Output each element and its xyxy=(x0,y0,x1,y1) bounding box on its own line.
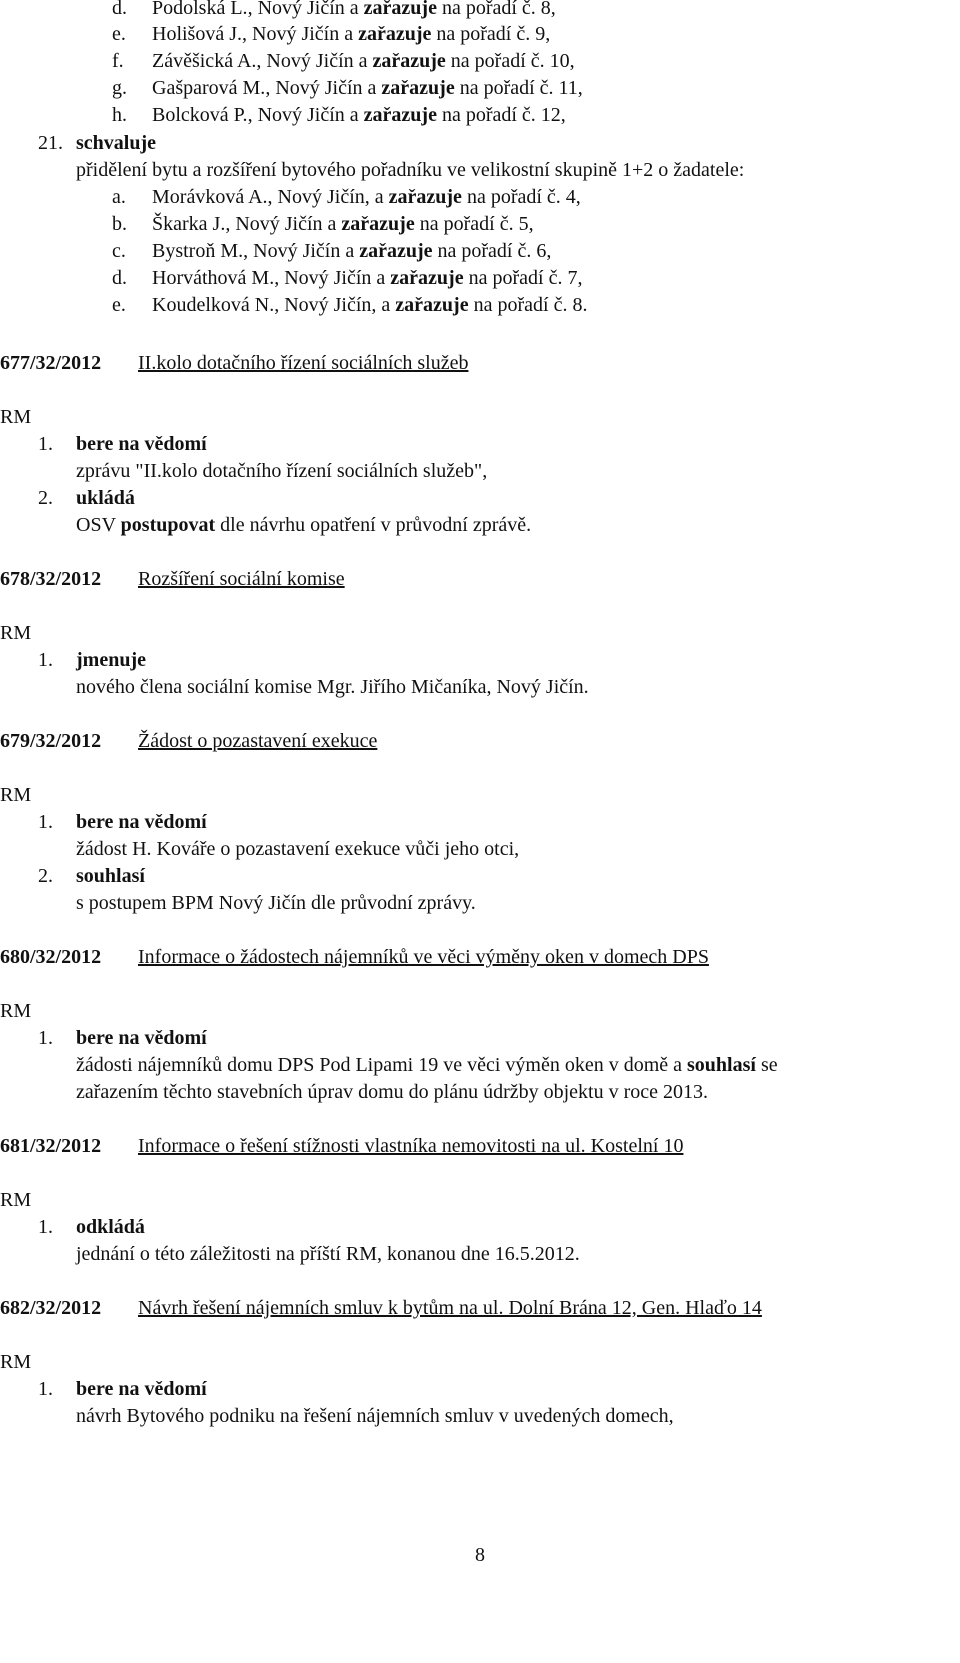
item-21-heading: 21. schvaluje xyxy=(38,132,156,154)
resolution-item: 1. jmenuje xyxy=(38,649,146,671)
rm-label: RM xyxy=(0,1000,32,1022)
list-item: g. Gašparová M., Nový Jičín a zařazuje na pořadí č. 11, xyxy=(112,77,583,99)
list-item: c. Bystroň M., Nový Jičín a zařazuje na pořadí č. 6, xyxy=(112,240,552,262)
resolution-heading-677: 677/32/2012 II.kolo dotačního řízení sociálních služeb xyxy=(0,352,469,374)
item-21-text: přidělení bytu a rozšíření bytového pořadníku ve velikostní skupině 1+2 o žadatele: xyxy=(76,159,745,181)
rm-label: RM xyxy=(0,1351,32,1373)
list-item: d. Podolská L., Nový Jičín a zařazuje na pořadí č. 8, xyxy=(112,0,556,19)
rm-label: RM xyxy=(0,406,32,428)
list-item: a. Morávková A., Nový Jičín, a zařazuje na pořadí č. 4, xyxy=(112,186,581,208)
resolution-item-text: žádosti nájemníků domu DPS Pod Lipami 19 ve věci výměn oken v domě a souhlasí se xyxy=(76,1054,778,1076)
resolution-item: 1. bere na vědomí xyxy=(38,433,207,455)
rm-label: RM xyxy=(0,784,32,806)
list-item: e. Holišová J., Nový Jičín a zařazuje na pořadí č. 9, xyxy=(112,23,551,45)
resolution-item: 2. ukládá xyxy=(38,487,135,509)
list-item: h. Bolcková P., Nový Jičín a zařazuje na pořadí č. 12, xyxy=(112,104,566,126)
list-item: b. Škarka J., Nový Jičín a zařazuje na pořadí č. 5, xyxy=(112,213,534,235)
resolution-item: 1. bere na vědomí xyxy=(38,811,207,833)
resolution-item-text: zařazením těchto stavebních úprav domu do plánu údržby objektu v roce 2013. xyxy=(76,1081,709,1103)
rm-label: RM xyxy=(0,1189,32,1211)
resolution-item-text: návrh Bytového podniku na řešení nájemních smluv v uvedených domech, xyxy=(76,1405,674,1427)
resolution-heading-680: 680/32/2012 Informace o žádostech nájemníků ve věci výměny oken v domech DPS xyxy=(0,946,709,968)
resolution-item: 1. bere na vědomí xyxy=(38,1027,207,1049)
resolution-item-text: nového člena sociální komise Mgr. Jiřího Mičaníka, Nový Jičín. xyxy=(76,676,589,698)
list-item: f. Závěšická A., Nový Jičín a zařazuje na pořadí č. 10, xyxy=(112,50,575,72)
resolution-item: 1. bere na vědomí xyxy=(38,1378,207,1400)
resolution-item-text: žádost H. Kováře o pozastavení exekuce vůči jeho otci, xyxy=(76,838,520,860)
resolution-heading-678: 678/32/2012 Rozšíření sociální komise xyxy=(0,568,345,590)
resolution-item-text: s postupem BPM Nový Jičín dle průvodní zprávy. xyxy=(76,892,476,914)
list-item: d. Horváthová M., Nový Jičín a zařazuje na pořadí č. 7, xyxy=(112,267,583,289)
rm-label: RM xyxy=(0,622,32,644)
resolution-heading-682: 682/32/2012 Návrh řešení nájemních smluv k bytům na ul. Dolní Brána 12, Gen. Hlaďo 14 xyxy=(0,1297,762,1319)
list-item: e. Koudelková N., Nový Jičín, a zařazuje na pořadí č. 8. xyxy=(112,294,588,316)
resolution-item-text: jednání o této záležitosti na příští RM, konanou dne 16.5.2012. xyxy=(76,1243,580,1265)
page-number: 8 xyxy=(475,1544,485,1566)
resolution-item-text: zprávu "II.kolo dotačního řízení sociálních služeb", xyxy=(76,460,488,482)
resolution-heading-679: 679/32/2012 Žádost o pozastavení exekuce xyxy=(0,730,378,752)
resolution-item-text: OSV postupovat dle návrhu opatření v průvodní zprávě. xyxy=(76,514,532,536)
resolution-heading-681: 681/32/2012 Informace o řešení stížnosti vlastníka nemovitosti na ul. Kostelní 10 xyxy=(0,1135,684,1157)
resolution-item: 1. odkládá xyxy=(38,1216,145,1238)
resolution-item: 2. souhlasí xyxy=(38,865,145,887)
